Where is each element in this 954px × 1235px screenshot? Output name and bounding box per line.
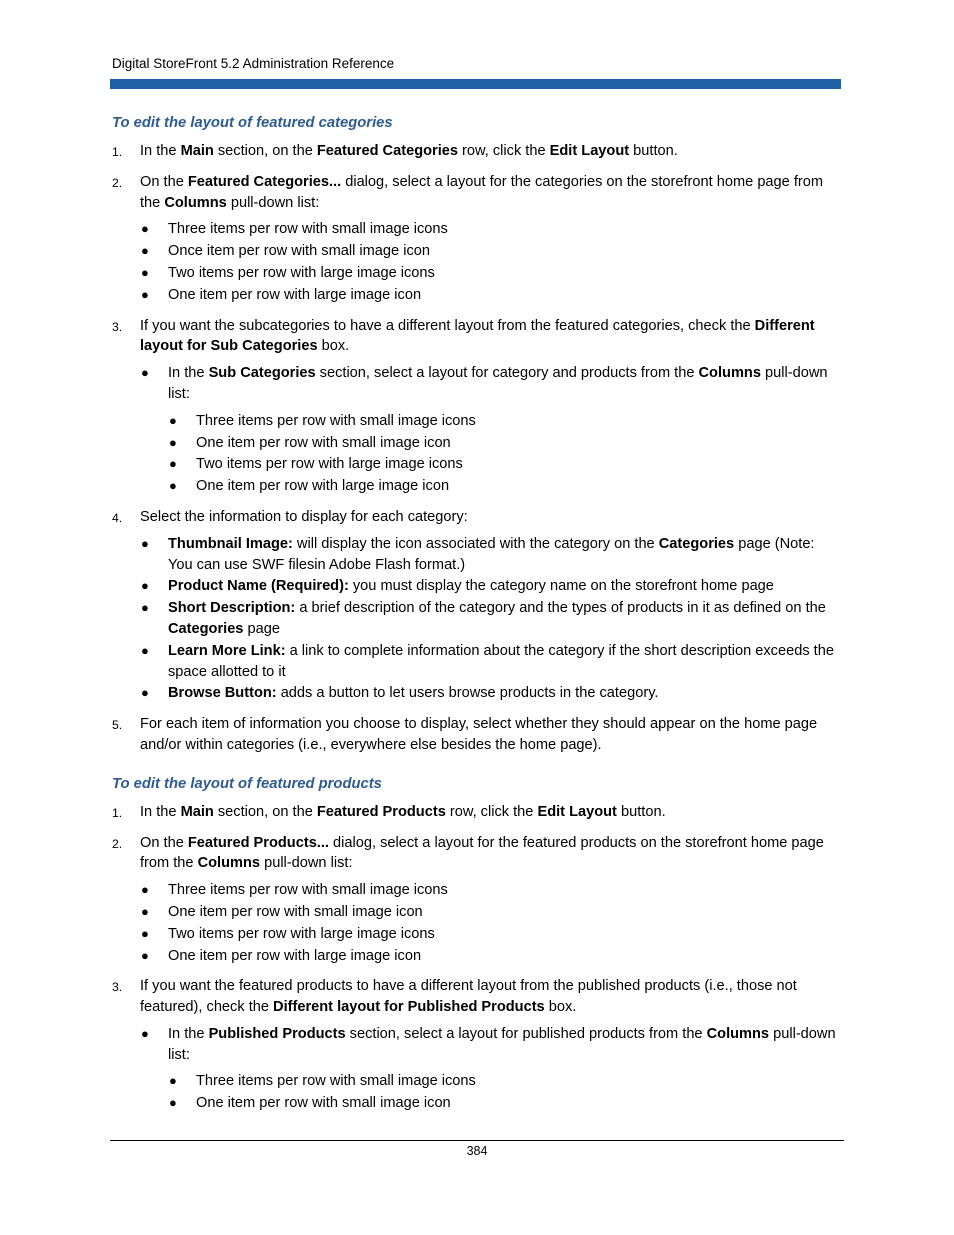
text-run: you must display the category name on the storefront home page [348,578,774,595]
bold-term: Edit Layout [549,143,630,159]
text-run: In the [168,365,209,382]
step-number: 2. [112,836,123,851]
text-run: Once item per row with small image icon [168,243,430,260]
text-run: section, on the [213,803,317,820]
text-run: dialog, select a layout for the categories on the storefront home page from the [140,173,824,211]
bullet-icon: ● [141,882,149,898]
text-run: pull-down list: [260,855,353,872]
text-run: One item per row with large image icon [168,286,422,303]
bullet-item [168,411,842,432]
text-run: pull-down list: [168,365,828,402]
text-run: On the [140,173,188,190]
section-heading: To edit the layout of featured products [112,775,382,792]
text-run: Three items per row with small image icons [168,221,448,238]
bullet-icon: ● [141,365,149,381]
bullet-item [140,285,842,306]
text-run: Three items per row with small image icons [196,412,476,429]
text-run: One item per row with large image icon [168,947,422,964]
bullet-icon: ● [169,478,177,494]
bullet-icon: ● [169,1073,177,1089]
bold-term: Categories [168,620,244,637]
text-run: a brief description of the category and the types of products in it as defined on the [295,600,826,617]
text-run: Two items per row with large image icons [168,264,435,281]
bullet-item [168,476,842,497]
step-list [112,802,842,1114]
text-run: If you want the subcategories to have a different layout from the featured categories, check the [140,317,755,334]
text-run: will display the icon associated with the category on the [292,535,659,552]
step-item [112,141,842,162]
bold-term: Edit Layout [537,803,617,820]
text-run: In the [168,1025,209,1042]
text-run: One item per row with small image icon [168,903,423,920]
text-run: box. [317,338,350,355]
bold-term: Published Products [208,1025,346,1042]
bullet-icon: ● [141,903,149,919]
bullet-item [140,598,842,640]
bullet-icon: ● [141,286,149,302]
bullet-item [140,534,842,576]
bold-term: Featured Products [316,803,446,820]
bullet-icon: ● [141,535,149,551]
bold-term: Learn More Link: [168,642,286,659]
bullet-item [168,454,842,475]
bold-term: Different layout for Published Products [273,999,545,1016]
bullet-icon: ● [141,925,149,941]
bullet-list [140,363,842,497]
bold-term: Featured Products... [187,834,329,851]
bullet-item [140,363,842,497]
bullet-item [168,433,842,454]
text-run: section, on the [213,143,317,159]
bold-term: Featured Categories [316,143,458,159]
bullet-icon: ● [141,221,149,237]
bold-term: Columns [164,194,227,211]
bullet-icon: ● [169,434,177,450]
bold-term: Product Name (Required): [168,578,349,595]
text-run: button. [629,143,678,159]
header-rule-bar [110,79,841,89]
bullet-item [140,880,842,901]
step-list [112,141,842,756]
bullet-item [140,1024,842,1114]
step-item [112,507,842,704]
bullet-item [140,576,842,597]
text-run: One item per row with large image icon [196,478,450,495]
bullet-icon: ● [141,578,149,594]
text-run: In the [140,143,181,159]
bullet-icon: ● [169,456,177,472]
bold-term: Columns [706,1025,770,1042]
footer-rule [110,1140,844,1141]
bold-term: Categories [658,535,735,552]
step-number: 4. [112,510,123,525]
bullet-item [140,924,842,945]
bold-term: Columns [197,855,261,872]
bold-term: Main [180,143,214,159]
bold-term: Sub Categories [208,365,316,382]
bullet-item [140,902,842,923]
bullet-item [168,1071,842,1092]
nested-bullet-list [168,411,842,497]
text-run: page (Note: You can use SWF filesin Adobe Flash format.) [168,535,815,573]
text-run: row, click the [445,803,538,820]
bullet-item [140,683,842,704]
section-heading: To edit the layout of featured categories [112,115,393,131]
bullet-icon: ● [169,412,177,428]
bullet-item [140,241,842,262]
text-run: section, select a layout for category and products from the [315,365,699,382]
text-run: Two items per row with large image icons [168,925,435,942]
bold-term: Short Description: [168,600,296,617]
text-run: button. [616,803,666,820]
bullet-icon: ● [141,947,149,963]
text-run: Select the information to display for each category: [140,508,468,525]
text-run: a link to complete information about the category if the short description exceeds the space allotted to it [168,642,834,680]
nested-bullet-list [168,1071,842,1114]
text-run: In the [140,803,181,820]
step-item [112,714,842,756]
bullet-list [140,880,842,966]
text-run: Three items per row with small image icons [168,882,448,899]
text-run: pull-down list: [168,1025,836,1063]
step-item [112,172,842,306]
bullet-item [140,263,842,284]
text-run: One item per row with small image icon [196,1095,451,1112]
bold-term: Featured Categories... [187,173,342,190]
bullet-list [140,534,842,704]
step-number: 1. [112,805,123,820]
bold-term: Main [180,803,214,820]
bold-term: Thumbnail Image: [168,535,293,552]
text-run: For each item of information you choose to display, select whether they should appear on the home page and/or within categories (i.e., everywhere else besides the home page). [140,716,818,753]
bold-term: Different layout for Sub Categories [140,317,815,355]
bullet-icon: ● [141,1025,149,1041]
bullet-item [140,946,842,967]
bullet-item [168,1093,842,1114]
step-item [112,976,842,1114]
step-number: 2. [112,175,123,190]
bullet-icon: ● [141,243,149,259]
text-run: adds a button to let users browse products in the category. [276,685,659,702]
text-run: dialog, select a layout for the featured products on the storefront home page from the [140,834,824,872]
bullet-item [140,641,842,683]
bullet-icon: ● [141,685,149,701]
step-number: 5. [112,718,123,733]
step-item [112,802,842,823]
text-run: pull-down list: [226,194,320,211]
text-run: box. [544,999,577,1016]
text-run: page [243,620,280,637]
text-run: Two items per row with large image icons [196,456,463,473]
bullet-icon: ● [141,264,149,280]
text-run: section, select a layout for published products from the [345,1025,707,1042]
text-run: row, click the [458,143,550,159]
step-number: 3. [112,980,123,995]
bullet-list [140,219,842,305]
step-number: 3. [112,319,123,334]
text-run: On the [140,834,188,851]
page-number: 384 [466,1144,488,1158]
step-item [112,316,842,497]
text-run: Three items per row with small image icons [196,1073,476,1090]
bullet-icon: ● [141,600,149,616]
page-body [112,113,842,1124]
bullet-icon: ● [141,642,149,658]
step-item [112,833,842,967]
bullet-icon: ● [169,1095,177,1111]
bold-term: Browse Button: [168,685,277,702]
running-header-title: Digital StoreFront 5.2 Administration Reference [112,56,395,71]
bullet-list [140,1024,842,1114]
bold-term: Columns [698,365,761,382]
step-number: 1. [112,145,123,159]
text-run: One item per row with small image icon [196,434,451,451]
bullet-item [140,219,842,240]
text-run: If you want the featured products to have a different layout from the published products (i.e., those not featured), check the [140,978,797,1016]
